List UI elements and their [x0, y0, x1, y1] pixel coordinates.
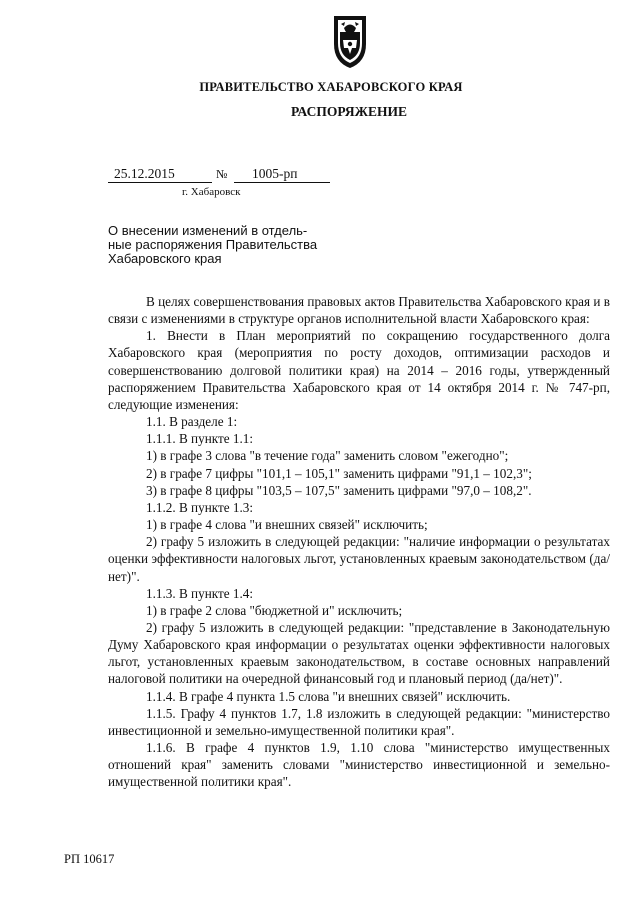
- document-body: [108, 293, 610, 791]
- body-paragraph: 1.1.5. Графу 4 пунктов 1.7, 1.8 изложить в следующей редакции: "министерство инвестиционной и земельно-имущественной политики края".: [108, 705, 610, 738]
- coat-of-arms-emblem: [326, 10, 374, 70]
- subject-line: О внесении изменений в отдель-: [108, 223, 308, 238]
- body-paragraph: В целях совершенствования правовых актов Правительства Хабаровского края и в связи с изменениями в структуре органов исполнительной власти Хабаровского края:: [108, 294, 610, 327]
- body-paragraph: 1.1.2. В пункте 1.3:: [146, 499, 254, 515]
- body-paragraph: 2) графу 5 изложить в следующей редакции: "наличие информации о результатах оценки эффективности налоговых льгот, установленных краевым законодательством (да/нет)".: [108, 534, 610, 584]
- body-paragraph: 1) в графе 3 слова "в течение года" заменить словом "ежегодно";: [146, 448, 509, 464]
- body-paragraph: 2) в графе 7 цифры "101,1 – 105,1" заменить цифрами "91,1 – 102,3";: [146, 465, 532, 481]
- footer-code: РП 10617: [64, 852, 115, 866]
- body-paragraph: 2) графу 5 изложить в следующей редакции: "представление в Законодательную Думу Хабаровского края информации о результатах оценки эффективности налоговых льгот, установленных краевым законодательством, в составе основных направлений налоговой политики на очередной финансовый год и плановый период (да/нет)".: [108, 619, 610, 687]
- body-paragraph: 1.1. В разделе 1:: [146, 414, 238, 430]
- government-title: ПРАВИТЕЛЬСТВО ХАБАРОВСКОГО КРАЯ: [199, 80, 463, 94]
- document-city: г. Хабаровск: [182, 186, 241, 198]
- body-paragraph: 1.1.3. В пункте 1.4:: [146, 585, 254, 601]
- body-paragraph: 1.1.1. В пункте 1.1:: [146, 431, 254, 447]
- document-date: 25.12.2015: [108, 166, 212, 183]
- subject-line: Хабаровского края: [108, 251, 222, 266]
- body-paragraph: 1) в графе 4 слова "и внешних связей" исключить;: [146, 517, 428, 533]
- body-paragraph: 1.1.6. В графе 4 пунктов 1.9, 1.10 слова "министерство имущественных отношений края" заменить словами "министерство инвестиционной и земельно-имущественной политики края".: [108, 740, 610, 790]
- document-kind: РАСПОРЯЖЕНИЕ: [290, 104, 408, 119]
- body-paragraph: 1.1.4. В графе 4 пункта 1.5 слова "и внешних связей" исключить.: [146, 688, 511, 704]
- number-sign: №: [216, 167, 228, 181]
- subject-line: ные распоряжения Правительства: [108, 237, 318, 252]
- document-number: 1005-рп: [234, 166, 330, 183]
- body-paragraph: 1) в графе 2 слова "бюджетной и" исключить;: [146, 602, 403, 618]
- document-subject: [108, 224, 348, 266]
- body-paragraph: 3) в графе 8 цифры "103,5 – 107,5" заменить цифрами "97,0 – 108,2".: [146, 482, 532, 498]
- body-paragraph: 1. Внести в План мероприятий по сокращению государственного долга Хабаровского края (мероприятия по росту доходов, оптимизации расходов и совершенствованию долговой политики края) на 2014 – 2016 годы, утвержденный распоряжением Правительства Хабаровского края от 14 октября 2014 г. № 747-рп, следующие изменения:: [108, 328, 610, 412]
